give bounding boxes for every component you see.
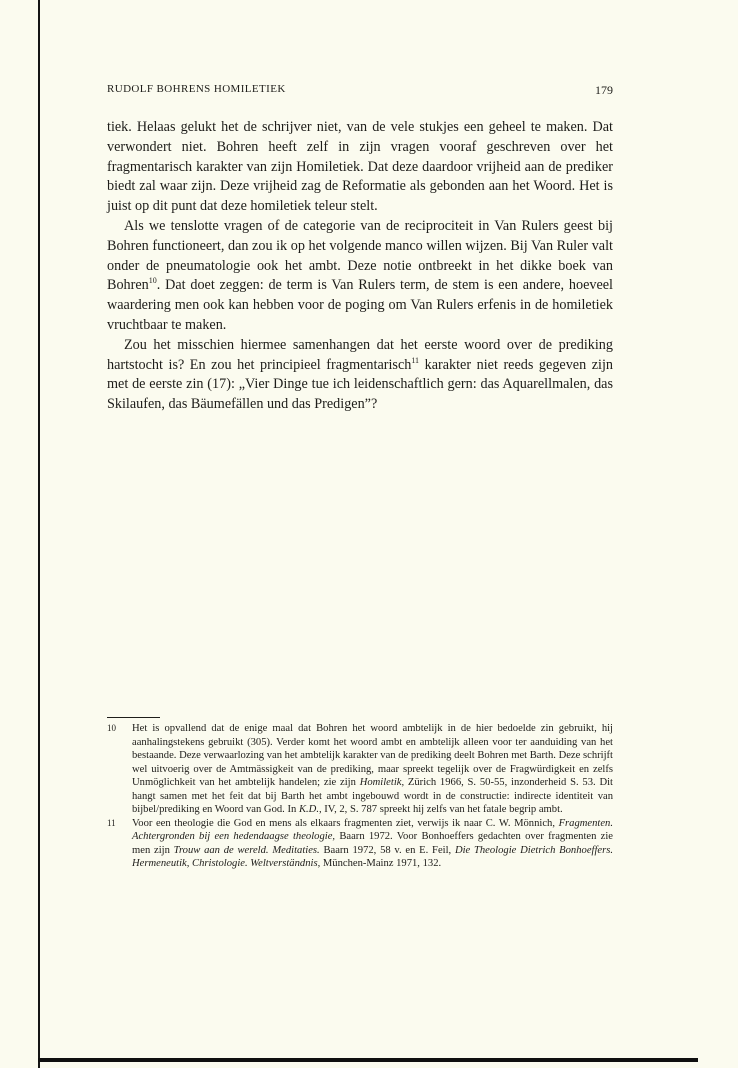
footnotes: [107, 722, 613, 871]
paragraph-1-text: tiek. Helaas gelukt het de schrijver niet, van de vele stukjes een geheel te maken. Dat verwondert niet. Bohren heeft zelf in zijn vragen vooraf geschreven over het fragmentarisch karakter van zijn Homiletiek. Dat deze daardoor vrijheid aan de prediker biedt zal waar zijn. Deze vrijheid zag de Reformatie als gebonden aan het Woord. Het is juist op dit punt dat deze homiletiek teleur stelt.: [107, 119, 613, 215]
footnote-10-text-3: IV, 2, S. 787 spreekt hij zelfs van het fatale begrip ambt.: [321, 804, 563, 816]
body-text: [107, 118, 613, 415]
footnote-10-italic-2: K.D.,: [298, 804, 322, 816]
footnote-11-italic-1: Fragmenten. Achtergronden bij een hedendaagse theologie,: [132, 817, 613, 843]
footnote-11-text-1: Voor een theologie die God en mens als elkaars fragmenten ziet, verwijs ik naar C. W. Mönnich,: [132, 817, 559, 829]
footnote-11: [107, 817, 613, 871]
paragraph-3-text-a: Zou het misschien hiermee samenhangen dat het eerste woord over de prediking hartstocht is? En zou het principieel fragmentarisch: [107, 336, 613, 373]
footnote-ref-10: 10: [148, 276, 157, 286]
paragraph-2-text-a: Als we tenslotte vragen of de categorie van de reciprociteit in Van Rulers geest bij Bohren functioneert, dan zou ik op het volgende manco willen wijzen. Bij Van Ruler valt onder de pneumatologie ook het ambt. Deze notie ontbreekt in het dikke boek van Bohren: [107, 217, 613, 294]
footnote-11-italic-3: Die Theologie Dietrich Bonhoeffers. Hermeneutik, Christologie. Weltverständnis,: [132, 844, 614, 870]
footnote-11-text-2: Baarn 1972. Voor Bonhoeffers gedachten over fragmenten zie men zijn: [132, 831, 613, 856]
page-number: 179: [595, 83, 613, 97]
running-title: RUDOLF BOHRENS HOMILETIEK: [107, 83, 286, 95]
paragraph-2-text-b: . Dat doet zeggen: de term is Van Rulers term, de stem is een andere, hoeveel waardering men ook kan hebben voor de poging om Van Rulers erfenis in de homiletiek vruchtbaar te maken.: [107, 277, 613, 333]
footnote-11-number: 11: [107, 817, 116, 828]
paragraph-1: [107, 118, 613, 217]
footnote-10-text-2: Zürich 1966, S. 50-55, inzonderheid S. 53. Dit hangt samen met het feit dat bij Barth het ambt ingebouwd wordt in de constructie: indirecte identiteit van bijbel/prediking en Woord van God. In: [132, 777, 613, 816]
footnote-11-text-4: München-Mainz 1971, 132.: [320, 858, 442, 870]
footnote-10-text-1: Het is opvallend dat de enige maal dat Bohren het woord ambtelijk in de hier bedoelde zin gebruikt, hij aanhalingstekens gebruikt (305). Verder komt het woord ambt en ambtelijk alleen voor ter aanduiding van het bestaande. Deze verwaarlozing van het ambtelijk karakter van de prediking deelt Bohren met Barth. Deze schrijft wel uitvoerig over de Amtmässigkeit van de prediking, maar spreekt tegelijk over de Fragwürdigkeit en zelfs Unmöglichkeit van het ambtelijk handelen; zie zijn: [132, 723, 613, 789]
footnote-rule: [107, 717, 160, 718]
paragraph-3: [107, 336, 613, 415]
footnote-11-italic-2: Trouw aan de wereld. Meditaties.: [173, 844, 320, 856]
paragraph-2: [107, 217, 613, 336]
scan-bottom-edge: [38, 1058, 698, 1062]
scan-left-edge: [38, 0, 40, 1068]
footnote-10-number: 10: [107, 723, 116, 733]
footnote-10-italic-1: Homiletik,: [359, 777, 405, 789]
running-head: [107, 83, 613, 101]
footnote-ref-11: 11: [411, 355, 420, 365]
footnote-11-text-3: Baarn 1972, 58 v. en E. Feil,: [319, 844, 455, 856]
footnote-10: [107, 722, 613, 817]
paragraph-3-text-b: karakter niet reeds gegeven zijn met de eerste zin (17): „Vier Dinge tue ich leidenschaftlich gern: das Aquarellmalen, das Skilaufen, das Bäumefällen und das Predigen”?: [107, 356, 614, 413]
